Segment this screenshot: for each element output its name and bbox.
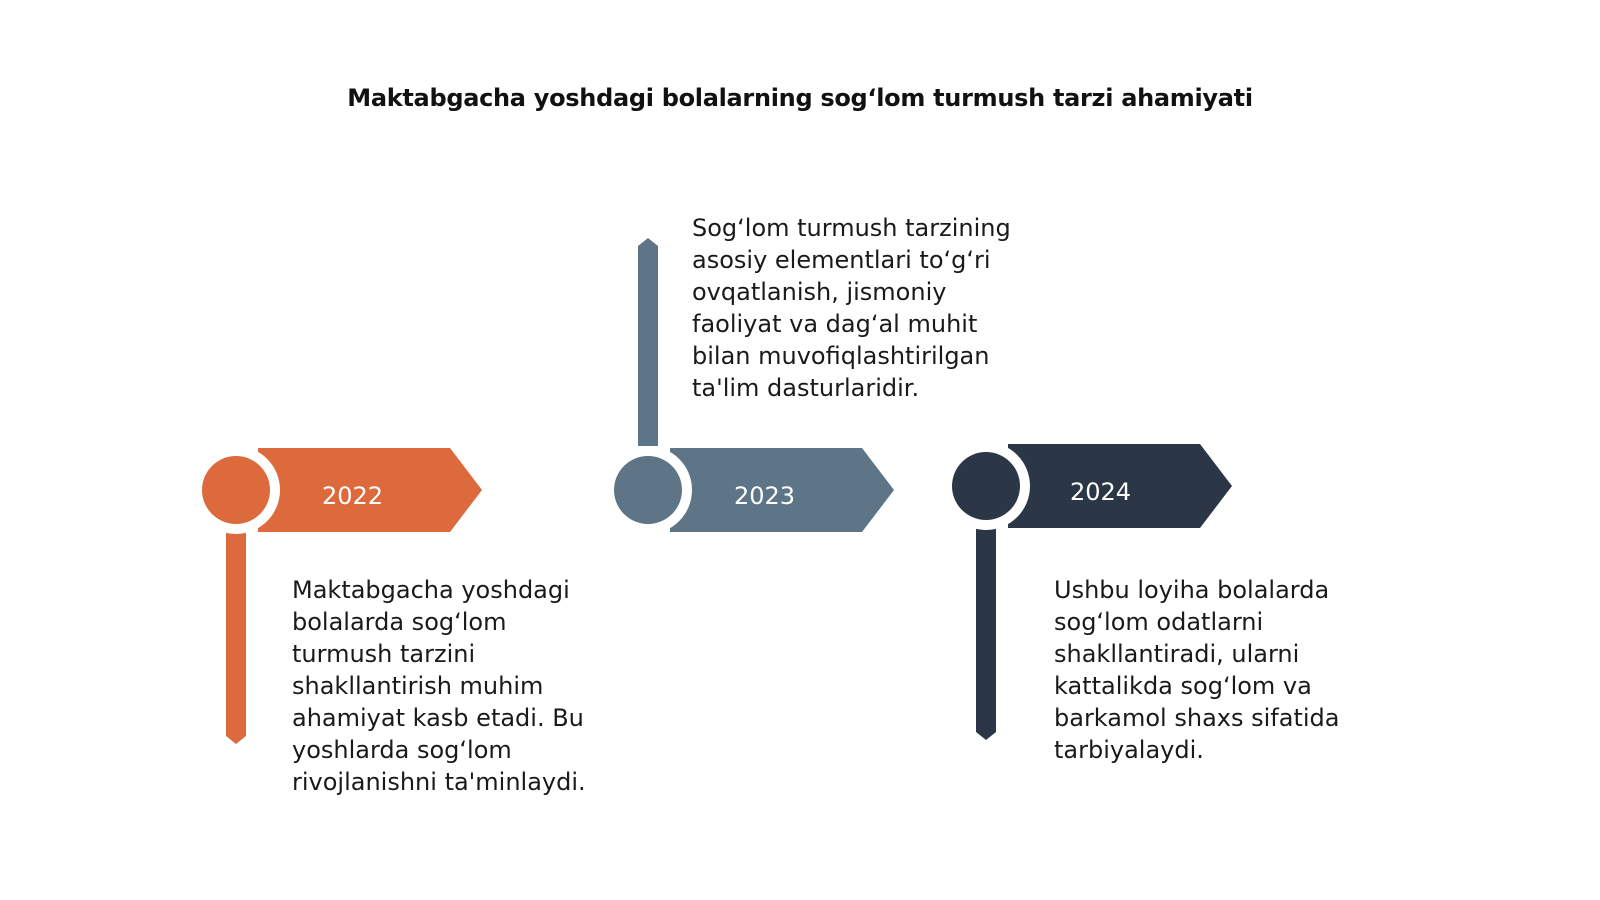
milestone-2024-year: 2024 bbox=[1070, 478, 1132, 506]
description-line: barkamol shaxs sifatida bbox=[1054, 704, 1340, 732]
description-line: ovqatlanish, jismoniy bbox=[692, 278, 947, 306]
description-line: kattalikda sog‘lom va bbox=[1054, 672, 1312, 700]
milestone-2022-year: 2022 bbox=[322, 482, 384, 510]
description-line: tarbiyalaydi. bbox=[1054, 736, 1204, 764]
milestone-2022-stem bbox=[226, 530, 246, 744]
milestone-2023-stem bbox=[638, 238, 658, 446]
milestone-2022-dot bbox=[202, 456, 270, 524]
description-line: sog‘lom odatlarni bbox=[1054, 608, 1264, 636]
milestone-2024-stem bbox=[976, 528, 996, 740]
milestone-2023-year: 2023 bbox=[734, 482, 796, 510]
description-line: shakllantiradi, ularni bbox=[1054, 640, 1300, 668]
milestone-2024-description bbox=[1054, 574, 1339, 766]
description-line: Ushbu loyiha bolalarda bbox=[1054, 576, 1330, 604]
description-line: turmush tarzini bbox=[292, 640, 476, 668]
milestone-2024-dot bbox=[952, 452, 1020, 520]
description-line: faoliyat va dag‘al muhit bbox=[692, 310, 978, 338]
milestone-2022-description bbox=[292, 574, 586, 798]
description-line: shakllantirish muhim bbox=[292, 672, 544, 700]
description-line: yoshlarda sog‘lom bbox=[292, 736, 512, 764]
description-line: ta'lim dasturlaridir. bbox=[692, 374, 920, 402]
description-line: bolalarda sog‘lom bbox=[292, 608, 507, 636]
description-line: rivojlanishni ta'minlaydi. bbox=[292, 768, 586, 796]
page-title: Maktabgacha yoshdagi bolalarning sog‘lom turmush tarzi ahamiyati bbox=[347, 84, 1253, 112]
description-line: bilan muvofiqlashtirilgan bbox=[692, 342, 990, 370]
description-line: Sog‘lom turmush tarzining bbox=[692, 214, 1011, 242]
milestone-2023-dot bbox=[614, 456, 682, 524]
description-line: ahamiyat kasb etadi. Bu bbox=[292, 704, 584, 732]
description-line: Maktabgacha yoshdagi bbox=[292, 576, 570, 604]
milestone-2023-description bbox=[692, 212, 1011, 404]
description-line: asosiy elementlari to‘g‘ri bbox=[692, 246, 991, 274]
